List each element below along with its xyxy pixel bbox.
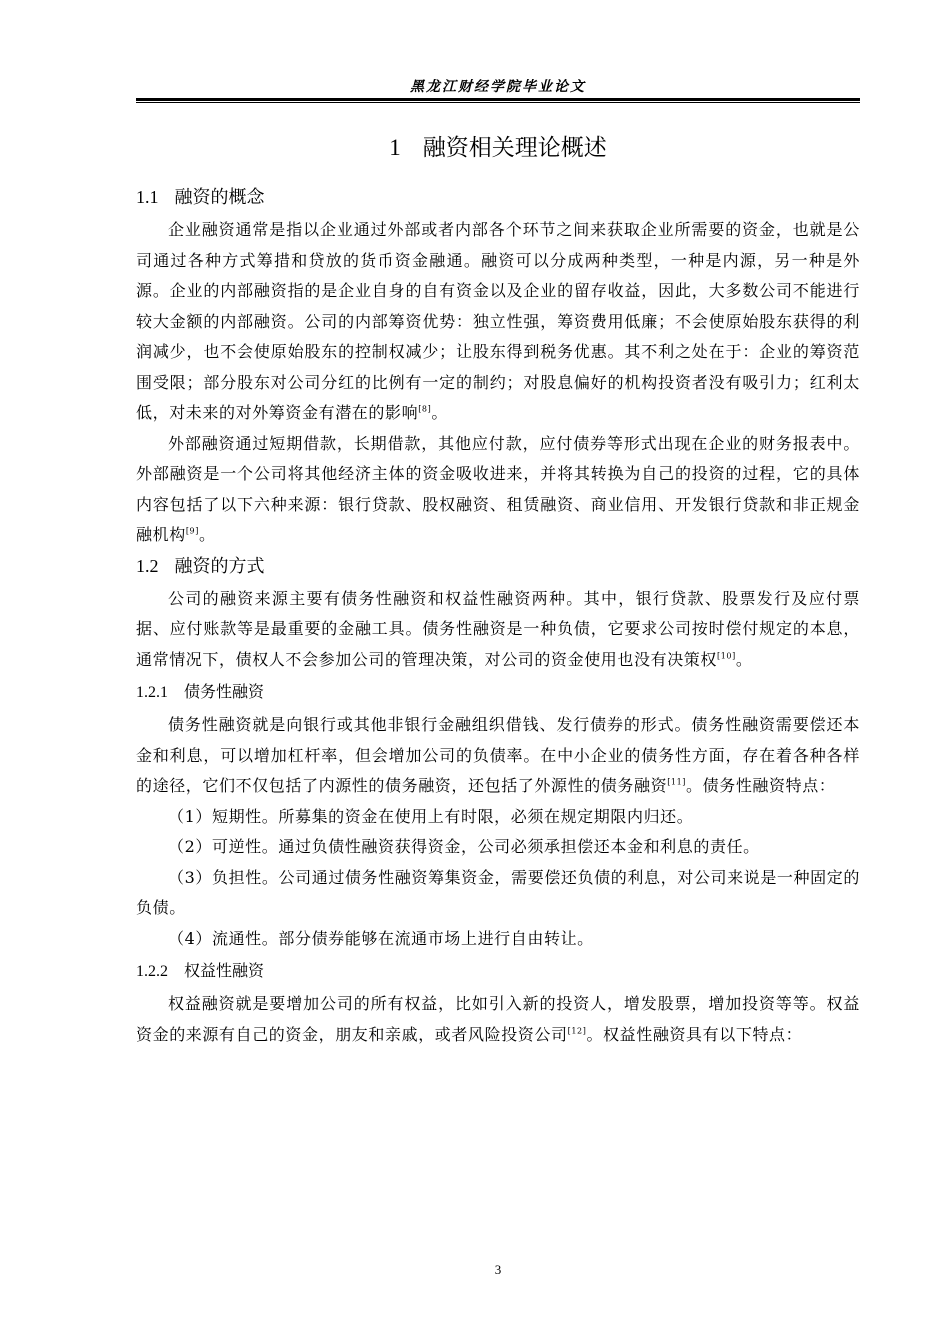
citation: [9]	[185, 526, 199, 536]
list-item: （1）短期性。所募集的资金在使用上有时限，必须在规定期限内归还。	[168, 806, 694, 826]
section-heading-1-2-2: 1.2.2 权益性融资	[136, 961, 265, 980]
section-heading-1-2-1: 1.2.1 债务性融资	[136, 682, 265, 701]
paragraph: 权益融资就是要增加公司的所有权益，比如引入新的投资人，增发股票，增加投资等等。权益资金的来源有自己的资金，朋友和亲戚，或者风险投资公司[12]。权益性融资具有以下特点：	[136, 994, 860, 1044]
citation: [10]	[717, 651, 736, 661]
chapter-title	[136, 130, 860, 166]
list-item: （3）负担性。公司通过债务性融资筹集资金，需要偿还负债的利息，对公司来说是一种固定的负债。	[136, 867, 860, 917]
page-content	[136, 130, 860, 1050]
header-rule	[136, 98, 860, 103]
citation: [11]	[667, 777, 687, 787]
page-header: 黑龙江财经学院毕业论文	[410, 79, 586, 95]
chapter-title-text: 融资相关理论概述	[422, 135, 607, 161]
chapter-number: 1	[389, 135, 401, 160]
list-item: （4）流通性。部分债券能够在流通市场上进行自由转让。	[168, 928, 594, 948]
section-heading-1-1: 1.1 融资的概念	[136, 187, 265, 208]
citation: [12]	[567, 1026, 587, 1036]
paragraph: 企业融资通常是指以企业通过外部或者内部各个环节之间来获取企业所需要的资金，也就是公司通过各种方式筹措和贷放的货币资金融通。融资可以分成两种类型，一种是内源，另一种是外源。企业的内部融资指的是企业自身的自有资金以及企业的留存收益，因此，大多数公司不能进行较大金额的内部融资。公司的内部筹资优势：独立性强，筹资费用低廉；不会使原始股东获得的利润减少，也不会使原始股东的控制权减少；让股东得到税务优惠。其不利之处在于：企业的筹资范围受限；部分股东对公司分红的比例有一定的制约；对股息偏好的机构投资者没有吸引力；红利太低，对未来的对外筹资金有潜在的影响[8]。	[136, 220, 860, 422]
page-number: 3	[494, 1262, 502, 1277]
paragraph: 公司的融资来源主要有债务性融资和权益性融资两种。其中，银行贷款、股票发行及应付票据、应付账款等是最重要的金融工具。债务性融资是一种负债，它要求公司按时偿付规定的本息，通常情况下，债权人不会参加公司的管理决策，对公司的资金使用也没有决策权[10]。	[136, 588, 860, 669]
paragraph: 债务性融资就是向银行或其他非银行金融组织借钱、发行债券的形式。债务性融资需要偿还本金和利息，可以增加杠杆率，但会增加公司的负债率。在中小企业的债务性方面，存在着各种各样的途径，它们不仅包括了内源性的债务融资，还包括了外源性的债务融资[11]。债务性融资特点：	[136, 715, 860, 795]
list-item: （2）可逆性。通过负债性融资获得资金，公司必须承担偿还本金和利息的责任。	[168, 837, 760, 856]
paragraph: 外部融资通过短期借款，长期借款，其他应付款，应付债券等形式出现在企业的财务报表中。外部融资是一个公司将其他经济主体的资金吸收进来，并将其转换为自己的投资的过程，它的具体内容包括了以下六种来源：银行贷款、股权融资、租赁融资、商业信用、开发银行贷款和非正规金融机构[9]。	[136, 433, 860, 544]
section-heading-1-2: 1.2 融资的方式	[136, 555, 265, 577]
citation: [8]	[418, 404, 432, 414]
